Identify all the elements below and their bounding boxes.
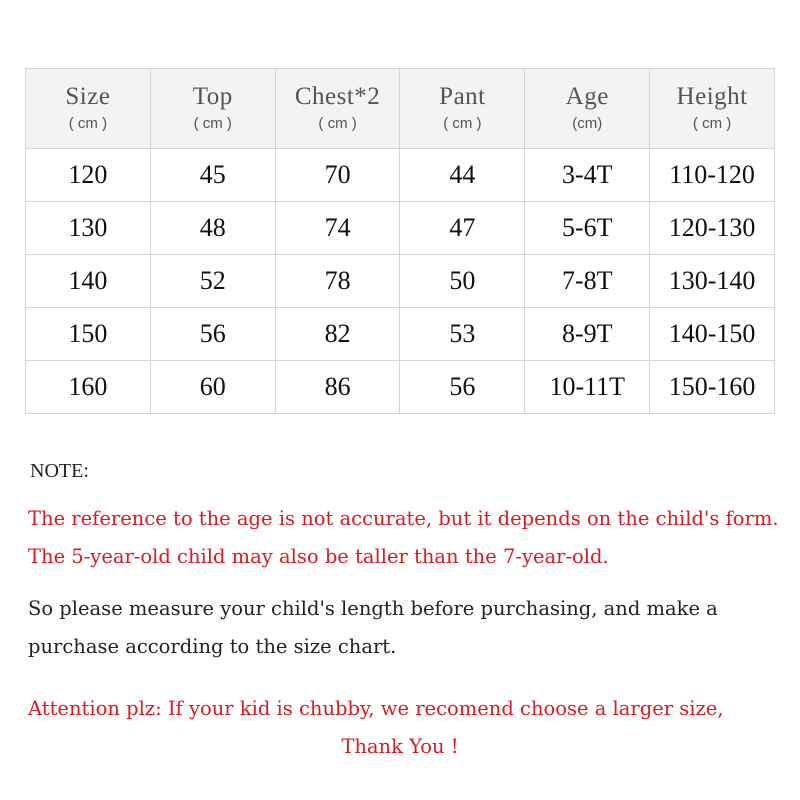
size-chart-header [26,69,775,149]
cell-age: 10-11T [525,361,650,414]
table-row [26,361,775,414]
measure-instruction-text: So please measure your child's length before purchasing, and make a purchase according to the size chart. [28,597,718,658]
cell-chest: 70 [275,149,400,202]
header-label: Age [565,82,609,110]
cell-chest: 86 [275,361,400,414]
cell-top: 48 [150,202,275,255]
attention-text: Attention plz: If your kid is chubby, we recomend choose a larger size, [28,697,724,720]
header-label: Size [65,82,111,110]
table-row [26,202,775,255]
header-unit: (cm) [572,114,603,132]
table-row [26,149,775,202]
header-label: Top [192,82,233,110]
cell-size: 150 [26,308,151,361]
cell-pant: 44 [400,149,525,202]
cell-height: 130-140 [650,255,775,308]
cell-size: 130 [26,202,151,255]
header-height [650,69,775,149]
cell-pant: 47 [400,202,525,255]
table-row [26,308,775,361]
cell-pant: 50 [400,255,525,308]
cell-pant: 53 [400,308,525,361]
cell-chest: 82 [275,308,400,361]
header-unit: ( cm ) [68,114,108,132]
header-unit: ( cm ) [318,114,357,132]
header-pant [400,69,525,149]
cell-top: 45 [150,149,275,202]
cell-age: 3-4T [525,149,650,202]
header-size [26,69,151,149]
header-row [26,69,775,149]
age-warning-text: The reference to the age is not accurate, but it depends on the child's form. The 5-year-old child may also be taller than the 7-year-old. [28,507,779,568]
cell-size: 140 [26,255,151,308]
header-label: Chest*2 [294,82,381,110]
cell-age: 8-9T [525,308,650,361]
cell-height: 110-120 [650,149,775,202]
cell-pant: 56 [400,361,525,414]
header-unit: ( cm ) [692,114,732,132]
header-age [525,69,650,149]
cell-age: 5-6T [525,202,650,255]
cell-size: 120 [26,149,151,202]
header-top [150,69,275,149]
cell-chest: 74 [275,202,400,255]
cell-height: 150-160 [650,361,775,414]
header-label: Height [676,82,748,110]
header-unit: ( cm ) [193,114,232,132]
cell-height: 140-150 [650,308,775,361]
header-label: Pant [439,82,486,110]
cell-age: 7-8T [525,255,650,308]
table-row [26,255,775,308]
thank-you-text: Thank You ! [341,735,459,758]
cell-top: 52 [150,255,275,308]
cell-height: 120-130 [650,202,775,255]
cell-size: 160 [26,361,151,414]
cell-chest: 78 [275,255,400,308]
size-chart-table [25,68,775,414]
attention-block [28,690,788,766]
cell-top: 56 [150,308,275,361]
size-chart-body [26,149,775,414]
note-title: NOTE: [30,460,89,482]
header-chest [275,69,400,149]
cell-top: 60 [150,361,275,414]
header-unit: ( cm ) [443,114,482,132]
